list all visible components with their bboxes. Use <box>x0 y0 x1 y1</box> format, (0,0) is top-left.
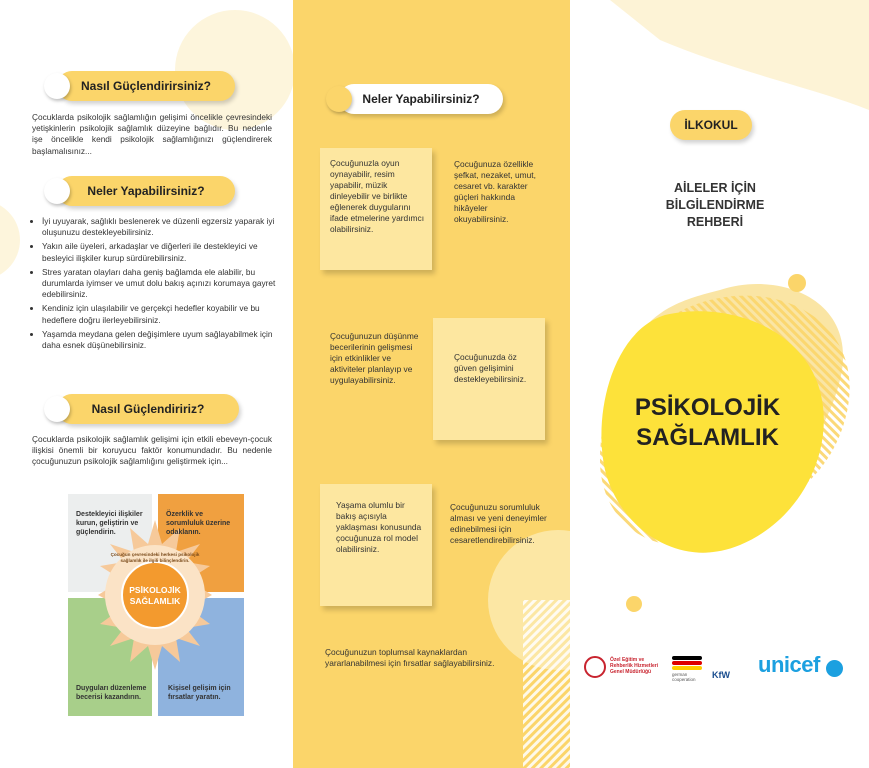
diagram-quadrant-autonomy: Özerklik ve sorumluluk üzerine odaklanın. <box>166 511 231 536</box>
flag-gold-stripe <box>672 666 702 670</box>
school-level-badge: İLKOKUL <box>670 110 752 140</box>
left-panel <box>0 0 293 768</box>
pill-dot-icon <box>44 178 70 204</box>
tip-self-confidence: Çocuğunuzda öz güven gelişimini destekleyebilirsiniz. <box>454 352 527 384</box>
diagram-quadrant-emotion-regulation: Duyguları düzenleme becerisi kazandırın. <box>76 685 147 701</box>
list-item: • Yakın aile üyeleri, arkadaşlar ve diğerleri ile destekleyici ve besleyici ilişkiler kurup sürdürebilirsiniz. <box>42 241 278 263</box>
list-item: • Yaşamda meydana gelen değişimlere uyum sağlayabilmek için daha esnek düşünebilirsiniz. <box>42 329 278 351</box>
kfw-logo: KfW <box>712 670 730 680</box>
heading-how-we-strengthen: Nasıl Güçlendiririz? <box>57 394 239 424</box>
heading-what-you-can-do: Neler Yapabilirsiniz? <box>57 176 235 206</box>
diagram-quadrant-personal-growth: Kişisel gelişim için fırsatlar yaratın. <box>168 685 231 701</box>
tip-play: Çocuğunuzla oyun oynayabilir, resim yapabilir, müzik dinleyebilir ve birlikte eğlenerek duygularını ifade etmelerine yardımcı olabilirsiniz. <box>330 158 425 234</box>
resilience-diagram <box>62 492 248 718</box>
flag-red-stripe <box>672 661 702 665</box>
tip-role-model: Yaşama olumlu bir bakış açısıyla yaklaşması konusunda çocuğunuza rol model olabilirsiniz. <box>336 500 422 554</box>
diagram-ring-text: Çocuğun çevresindeki herkesi psikolojik sağlamlık ile ilgili bilinçlendirin. <box>110 552 200 563</box>
list-item: • Kendiniz için ulaşılabilir ve gerçekçi hedefler koyabilir ve bu hedeflere doğru ilerleyebilirsiniz. <box>42 303 278 325</box>
child-paragraph: Çocuklarda psikolojik sağlamlık gelişimi için etkili ebeveyn-çocuk ilişkisi önemli bir koruyucu faktör konumundadır. Bu nedenle çocuğunuzun psikolojik sağlamlığını geliştirmek için... <box>32 434 272 467</box>
list-item: • Stres yaratan olayları daha geniş bağlamda ele alabilir, bu durumlarda iyimser ve umut dolu bakış açınızı korumaya gayret edebilirsiniz. <box>42 267 278 301</box>
meb-emblem-icon <box>584 656 606 678</box>
intro-paragraph: Çocuklarda psikolojik sağlamlığın gelişimi öncelikle çevresindeki yetişkinlerin psikolojik sağlamlık düzeyine bağlıdır. Bu nedenle işe öncelikle kendi psikolojik sağlamlığınızı güçlendirerek başlamalısınız... <box>32 112 272 156</box>
tip-thinking-skills: Çocuğunuzun düşünme becerilerinin gelişmesi için etkinlikler ve aktiviteler planlayıp ve uygulayabilirsiniz. <box>330 331 419 385</box>
pill-dot-icon <box>44 73 70 99</box>
middle-panel <box>293 0 570 768</box>
pill-dot-icon <box>326 86 352 112</box>
german-cooperation-logo: german cooperation <box>672 656 712 692</box>
unicef-emblem-icon <box>826 660 843 677</box>
tip-responsibility: Çocuğunuzu sorumluluk alması ve yeni deneyimler edinebilmesi için cesaretlendirebilirsiniz. <box>450 502 547 545</box>
diagram-center-label: PSİKOLOJİK SAĞLAMLIK <box>129 585 181 606</box>
cover-panel <box>570 0 869 768</box>
list-item: • İyi uyuyarak, sağlıklı beslenerek ve düzenli egzersiz yaparak iyi oluşunuzu destekleyebilirsiniz. <box>42 216 278 238</box>
heading-how-strengthen-yourself: Nasıl Güçlendirirsiniz? <box>57 71 235 101</box>
diagram-quadrant-relationships: Destekleyici ilişkiler kurun, geliştirin ve güçlendirin. <box>76 511 143 536</box>
cover-title: PSİKOLOJİK SAĞLAMLIK <box>634 394 781 451</box>
unicef-logo: unicef <box>758 652 820 677</box>
meb-logo-text: Özel Eğitim ve Rehberlik Hizmetleri Genel Müdürlüğü <box>610 657 659 675</box>
flag-black-stripe <box>672 656 702 660</box>
tip-stories: Çocuğunuza özellikle şefkat, nezaket, umut, cesaret vb. karakter güçleri hakkında hikâyeler okuyabilirsiniz. <box>454 159 536 224</box>
self-care-list <box>32 216 278 354</box>
pill-dot-icon <box>44 396 70 422</box>
tip-social-resources: Çocuğunuzun toplumsal kaynaklardan yararlanabilmesi için fırsatlar sağlayabilirsiniz. <box>325 647 495 668</box>
guide-subtitle: AİLELER İÇİN BİLGİLENDİRME REHBERİ <box>665 181 765 229</box>
heading-what-you-can-do-child: Neler Yapabilirsiniz? <box>339 84 503 114</box>
